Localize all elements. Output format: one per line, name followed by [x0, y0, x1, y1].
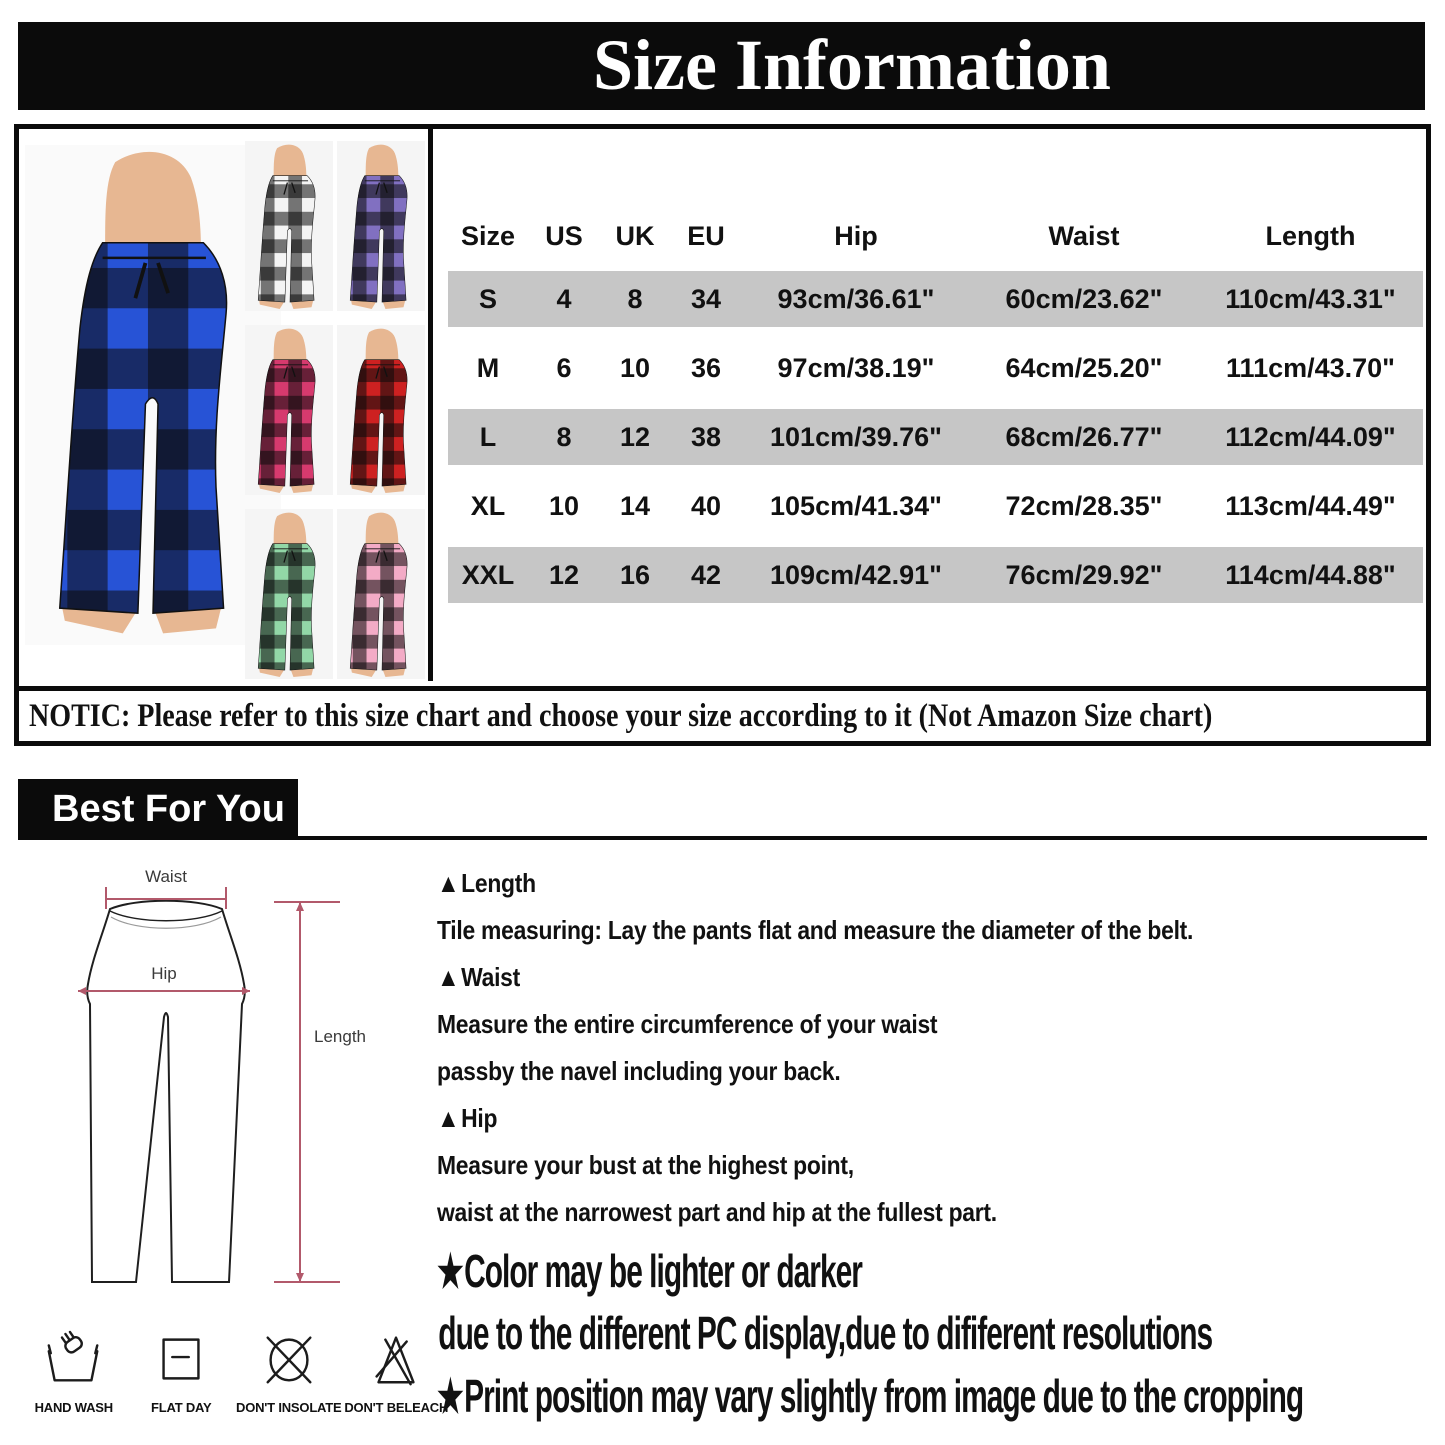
- size-cell: S: [448, 271, 528, 327]
- care-instructions-row: [20, 1328, 450, 1415]
- hand-wash-icon: [43, 1328, 105, 1390]
- star-icon: ★: [437, 1370, 463, 1422]
- guide-heading-text: Waist: [461, 962, 521, 992]
- size-table: [448, 201, 1423, 616]
- triangle-bullet-icon: ▲: [437, 962, 460, 992]
- guide-line: Measure the entire circumference of your waist: [437, 1009, 938, 1039]
- size-cell: 93cm/36.61": [742, 271, 970, 327]
- size-cell: 36: [690, 352, 722, 383]
- guide-line: passby the navel including your back.: [437, 1056, 841, 1086]
- table-row-xl: [448, 478, 1423, 534]
- guide-line: waist at the narrowest part and hip at the fullest part.: [437, 1197, 997, 1227]
- notice-text: NOTIC: Please refer to this size chart and choose your size according to it (Not Amazon Size chart): [29, 697, 1213, 734]
- size-cell: 101cm/39.76": [742, 409, 970, 465]
- care-item-no-sun: [235, 1328, 343, 1415]
- note-text: due to the different PC display,due to dififerent resolutions: [438, 1307, 1213, 1359]
- title-banner: [18, 22, 1425, 110]
- size-cell: 10: [619, 352, 651, 383]
- triangle-bullet-icon: ▲: [437, 1103, 460, 1133]
- care-label: FLAT DAY: [150, 1400, 212, 1415]
- guide-line: Measure your bust at the highest point,: [437, 1150, 854, 1180]
- size-cell: 109cm/42.91": [742, 547, 970, 603]
- size-cell: 8: [600, 271, 670, 327]
- care-item-flat-dry: [128, 1328, 236, 1415]
- col-header-length: Length: [1265, 220, 1356, 251]
- size-cell: 76cm/29.92": [970, 547, 1198, 603]
- waistband-line: [110, 911, 222, 921]
- plaid-pants-figures-image: [19, 129, 428, 681]
- guide-line: Tile measuring: Lay the pants flat and measure the diameter of the belt.: [437, 915, 1194, 945]
- size-cell: L: [448, 409, 528, 465]
- table-row-xxl: [448, 547, 1423, 603]
- note-color-disclaimer-2: [437, 1306, 1212, 1360]
- note-print-disclaimer: [437, 1369, 1303, 1423]
- col-header-eu: EU: [687, 220, 725, 251]
- care-item-hand-wash: [20, 1328, 128, 1415]
- size-cell: 97cm/38.19": [777, 352, 935, 383]
- size-cell: 105cm/41.34": [770, 490, 942, 521]
- star-icon: ★: [437, 1245, 463, 1297]
- size-cell: 4: [528, 271, 600, 327]
- size-cell: 10: [548, 490, 580, 521]
- note-color-disclaimer: [437, 1244, 862, 1298]
- guide-heading-text: Hip: [461, 1103, 498, 1133]
- size-cell: M: [476, 352, 500, 383]
- size-cell: 6: [556, 352, 572, 383]
- size-cell: 113cm/44.49": [1225, 490, 1396, 521]
- length-measure-line: [274, 902, 340, 1282]
- pants-outline: [87, 901, 245, 1282]
- hip-label: Hip: [151, 964, 177, 983]
- size-cell: 34: [670, 271, 742, 327]
- size-cell: XXL: [448, 547, 528, 603]
- section-title: Best For You: [52, 788, 285, 830]
- length-label: Length: [314, 1027, 366, 1046]
- size-cell: 110cm/43.31": [1198, 271, 1423, 327]
- size-table-panel: [433, 129, 1426, 681]
- size-cell: 111cm/43.70": [1226, 352, 1395, 383]
- size-cell: 14: [619, 490, 651, 521]
- triangle-bullet-icon: ▲: [437, 868, 460, 898]
- no-sun-icon: [258, 1328, 320, 1390]
- waistband-inner-line: [111, 917, 221, 928]
- col-header-waist: Waist: [1048, 220, 1120, 251]
- size-cell: 68cm/26.77": [970, 409, 1198, 465]
- note-text: Print position may vary slightly from image due to the cropping: [464, 1370, 1304, 1422]
- size-cell: 38: [670, 409, 742, 465]
- col-header-us: US: [545, 220, 583, 251]
- size-cell: 12: [528, 547, 600, 603]
- waist-measure-line: [106, 887, 226, 909]
- col-header-uk: UK: [615, 220, 655, 251]
- care-label: DON'T BELEACH: [344, 1400, 449, 1415]
- size-cell: 8: [528, 409, 600, 465]
- measuring-guide: [437, 868, 1437, 1244]
- care-label: HAND WASH: [34, 1400, 113, 1415]
- size-cell: 64cm/25.20": [1005, 352, 1163, 383]
- waist-label: Waist: [145, 867, 187, 886]
- size-chart-box: [14, 124, 1431, 746]
- size-cell: 72cm/28.35": [1005, 490, 1163, 521]
- page-title: Size Information: [593, 25, 1111, 105]
- size-table-header-row: [448, 214, 1423, 258]
- col-header-hip: Hip: [834, 220, 878, 251]
- best-for-you-banner: [18, 779, 298, 840]
- size-cell: 112cm/44.09": [1198, 409, 1423, 465]
- table-row-s: [448, 271, 1423, 327]
- note-text: Color may be lighter or darker: [464, 1245, 862, 1297]
- table-row-l: [448, 409, 1423, 465]
- size-cell: 16: [600, 547, 670, 603]
- guide-heading-hip: [437, 1103, 1317, 1150]
- flat-dry-icon: [150, 1328, 212, 1390]
- size-cell: XL: [470, 490, 506, 521]
- notice-bar: [19, 686, 1426, 741]
- size-cell: 12: [600, 409, 670, 465]
- guide-heading-length: [437, 868, 1317, 915]
- col-header-size: Size: [460, 220, 516, 251]
- pants-measurement-diagram: [64, 852, 404, 1312]
- size-cell: 114cm/44.88": [1198, 547, 1423, 603]
- guide-heading-waist: [437, 962, 1317, 1009]
- size-cell: 42: [670, 547, 742, 603]
- size-cell: 60cm/23.62": [970, 271, 1198, 327]
- care-label: DON'T INSOLATE: [236, 1400, 342, 1415]
- care-item-no-bleach: [343, 1328, 451, 1415]
- product-photos-panel: [19, 129, 433, 681]
- table-row-m: [448, 340, 1423, 396]
- size-cell: 40: [690, 490, 722, 521]
- no-bleach-icon: [365, 1328, 427, 1390]
- guide-heading-text: Length: [461, 868, 536, 898]
